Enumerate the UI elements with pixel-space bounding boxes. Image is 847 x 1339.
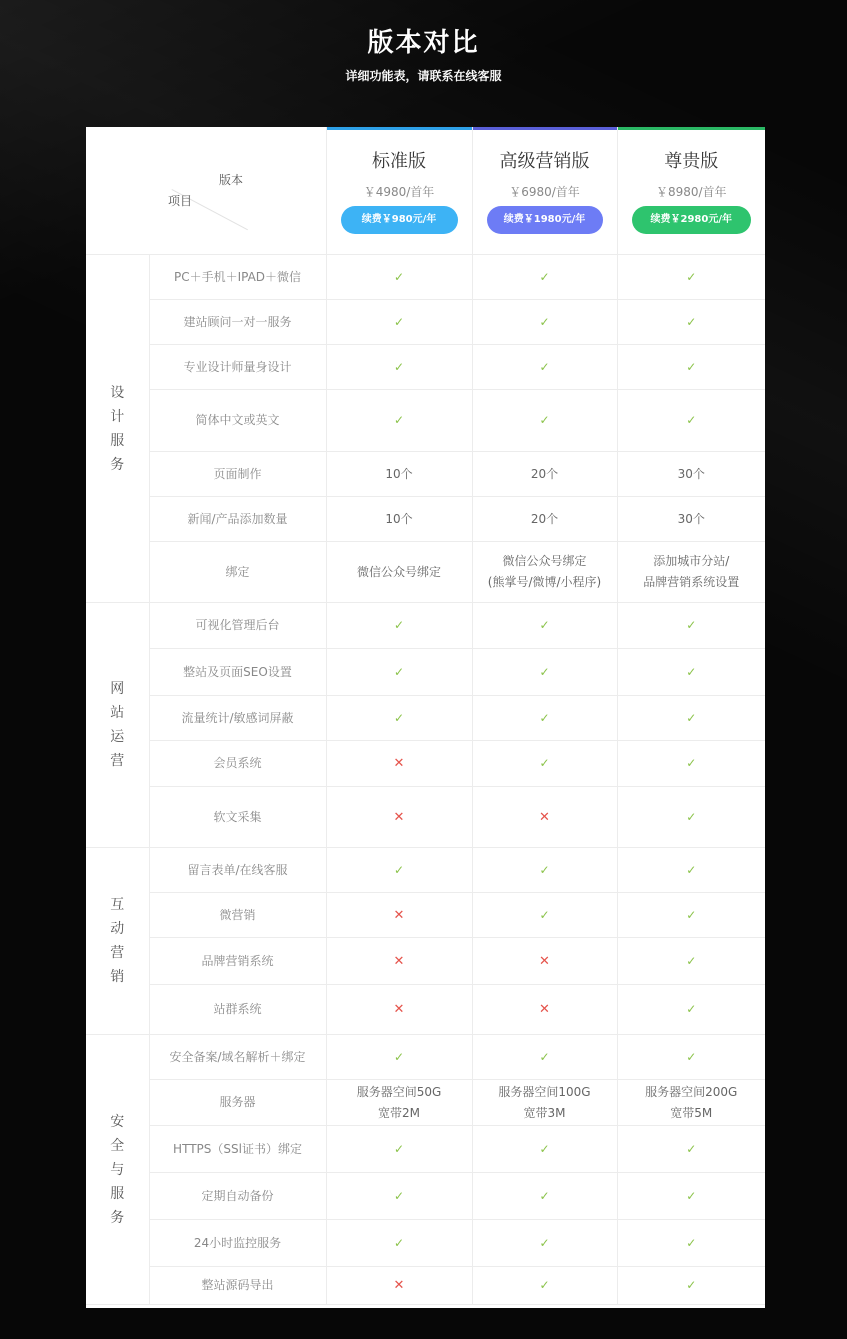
check-icon: ✓ <box>686 359 697 374</box>
check-icon: ✓ <box>539 1188 550 1203</box>
feature-value-cell <box>472 390 617 452</box>
check-icon: ✓ <box>686 1002 697 1016</box>
check-icon: ✓ <box>393 618 405 632</box>
feature-value-cell <box>326 255 472 300</box>
check-icon: ✓ <box>686 907 697 922</box>
feature-value-cell <box>472 938 617 985</box>
feature-label: 可视化管理后台 <box>149 603 326 649</box>
check-icon: ✓ <box>686 1188 697 1203</box>
feature-value-cell <box>472 300 617 345</box>
check-icon: ✓ <box>539 862 550 877</box>
feature-value-cell <box>326 787 472 848</box>
page-title: 版本对比 <box>367 28 480 58</box>
cross-icon: ✕ <box>539 1002 550 1017</box>
check-icon: ✓ <box>539 618 550 632</box>
feature-label: 页面制作 <box>149 452 326 497</box>
feature-value-cell <box>617 893 765 938</box>
feature-value-cell <box>472 1035 617 1080</box>
renew-button[interactable]: 续费￥2980元/年 <box>632 206 752 234</box>
table-row <box>86 848 765 893</box>
feature-value-cell <box>472 985 617 1035</box>
feature-value-cell <box>617 1173 765 1220</box>
table-row <box>86 649 765 696</box>
feature-value-cell <box>472 696 617 741</box>
feature-label: HTTPS（SSl证书）绑定 <box>149 1126 326 1173</box>
feature-value-cell <box>326 1173 472 1220</box>
category-cell <box>86 848 149 1035</box>
plan-name: 标准版 <box>372 151 426 172</box>
feature-value-cell <box>617 1126 765 1173</box>
feature-value-cell <box>472 649 617 696</box>
feature-value-cell <box>617 741 765 787</box>
feature-value: 服务器空间50G 宽带2M <box>326 1080 472 1126</box>
check-icon: ✓ <box>686 953 697 968</box>
table-row <box>86 345 765 390</box>
header-corner-cell <box>86 127 326 255</box>
feature-value-cell <box>326 345 472 390</box>
check-icon: ✓ <box>393 862 405 877</box>
feature-label: 会员系统 <box>149 741 326 787</box>
feature-value-cell <box>617 696 765 741</box>
table-row <box>86 787 765 848</box>
feature-value-cell <box>617 603 765 649</box>
feature-value-cell <box>617 649 765 696</box>
table-row <box>86 696 765 741</box>
check-icon: ✓ <box>686 1049 697 1064</box>
feature-value-cell <box>472 893 617 938</box>
feature-label: 流量统计/敏感词屏蔽 <box>149 696 326 741</box>
feature-label: 整站及页面SEO设置 <box>149 649 326 696</box>
feature-value: 服务器空间200G 宽带5M <box>617 1080 765 1126</box>
table-row <box>86 741 765 787</box>
check-icon: ✓ <box>686 1278 697 1292</box>
check-icon: ✓ <box>539 756 550 770</box>
feature-label: 新闻/产品添加数量 <box>149 497 326 542</box>
category-label: 安全与服务 <box>110 1113 125 1226</box>
plan-price: ￥8980/首年 <box>655 185 727 199</box>
check-icon: ✓ <box>539 1049 550 1064</box>
feature-value-cell <box>472 741 617 787</box>
table-row <box>86 1080 765 1126</box>
check-icon: ✓ <box>686 314 697 329</box>
category-label: 互动营销 <box>110 897 125 985</box>
check-icon: ✓ <box>539 359 550 374</box>
table-row <box>86 1267 765 1305</box>
feature-value-cell <box>326 938 472 985</box>
feature-value-cell <box>617 787 765 848</box>
cross-icon: ✕ <box>539 953 550 969</box>
feature-value: 服务器空间100G 宽带3M <box>472 1080 617 1126</box>
check-icon: ✓ <box>393 269 405 284</box>
check-icon: ✓ <box>686 1235 697 1250</box>
feature-value: 微信公众号绑定 (熊掌号/微博/小程序) <box>472 542 617 603</box>
feature-value-cell <box>617 255 765 300</box>
feature-value-cell <box>617 390 765 452</box>
check-icon: ✓ <box>539 1235 550 1250</box>
feature-value-cell <box>472 603 617 649</box>
feature-label: 软文采集 <box>149 787 326 848</box>
feature-label: 24小时监控服务 <box>149 1220 326 1267</box>
check-icon: ✓ <box>686 664 697 679</box>
check-icon: ✓ <box>686 756 697 770</box>
feature-value-cell <box>326 390 472 452</box>
check-icon: ✓ <box>539 664 550 679</box>
feature-label: 微营销 <box>149 893 326 938</box>
feature-value: 10个 <box>326 452 472 497</box>
plan-name: 高级营销版 <box>499 151 590 172</box>
plan-accent-bar <box>327 127 472 130</box>
plan-accent-bar <box>473 127 617 130</box>
table-row <box>86 603 765 649</box>
feature-value-cell <box>472 787 617 848</box>
plan-column-advanced <box>472 127 617 255</box>
feature-value-cell <box>326 985 472 1035</box>
check-icon: ✓ <box>393 1141 405 1156</box>
check-icon: ✓ <box>539 1141 550 1156</box>
feature-value-cell <box>326 1126 472 1173</box>
feature-value-cell <box>617 1220 765 1267</box>
check-icon: ✓ <box>539 710 550 725</box>
feature-value-cell <box>326 696 472 741</box>
category-cell <box>86 255 149 603</box>
table-row <box>86 452 765 497</box>
check-icon: ✓ <box>686 413 697 427</box>
cross-icon: ✕ <box>393 756 405 771</box>
cross-icon: ✕ <box>393 1002 405 1017</box>
table-row <box>86 985 765 1035</box>
plan-column-premium <box>617 127 765 255</box>
feature-value-cell <box>472 345 617 390</box>
check-icon: ✓ <box>393 413 405 427</box>
feature-value: 30个 <box>617 497 765 542</box>
feature-label: 定期自动备份 <box>149 1173 326 1220</box>
feature-value-cell <box>472 255 617 300</box>
feature-value-cell <box>326 1220 472 1267</box>
feature-value-cell <box>472 1173 617 1220</box>
cross-icon: ✕ <box>393 1278 405 1293</box>
feature-value-cell <box>617 985 765 1035</box>
table-row <box>86 938 765 985</box>
plan-column-standard <box>326 127 472 255</box>
feature-label: 服务器 <box>149 1080 326 1126</box>
renew-button[interactable]: 续费￥1980元/年 <box>487 206 603 234</box>
check-icon: ✓ <box>539 1278 550 1292</box>
feature-label: 安全备案/域名解析＋绑定 <box>149 1035 326 1080</box>
feature-value-cell <box>472 1267 617 1305</box>
feature-value-cell <box>326 1035 472 1080</box>
feature-label: 简体中文或英文 <box>149 390 326 452</box>
feature-value: 添加城市分站/ 品牌营销系统设置 <box>617 542 765 603</box>
table-row <box>86 1220 765 1267</box>
feature-value-cell <box>617 300 765 345</box>
feature-value-cell <box>326 300 472 345</box>
feature-value: 微信公众号绑定 <box>326 542 472 603</box>
feature-value-cell <box>326 741 472 787</box>
item-label: 项目 <box>168 194 193 208</box>
renew-button[interactable]: 续费￥980元/年 <box>341 206 458 234</box>
table-row <box>86 497 765 542</box>
feature-value: 30个 <box>617 452 765 497</box>
table-header-row <box>86 127 765 255</box>
feature-value-cell <box>617 848 765 893</box>
feature-label: 专业设计师量身设计 <box>149 345 326 390</box>
cross-icon: ✕ <box>393 907 405 923</box>
check-icon: ✓ <box>539 314 550 329</box>
check-icon: ✓ <box>686 618 697 632</box>
feature-value-cell <box>617 938 765 985</box>
plan-name: 尊贵版 <box>664 151 719 172</box>
feature-label: 整站源码导出 <box>149 1267 326 1305</box>
feature-value-cell <box>326 603 472 649</box>
feature-label: 留言表单/在线客服 <box>149 848 326 893</box>
category-label: 设计服务 <box>110 384 125 473</box>
plan-price: ￥4980/首年 <box>363 185 435 199</box>
check-icon: ✓ <box>539 413 550 427</box>
feature-value: 20个 <box>472 452 617 497</box>
plan-accent-bar <box>618 127 766 130</box>
check-icon: ✓ <box>686 862 697 877</box>
check-icon: ✓ <box>686 1141 697 1156</box>
check-icon: ✓ <box>539 269 550 284</box>
cross-icon: ✕ <box>539 809 550 825</box>
feature-value-cell <box>326 1267 472 1305</box>
feature-value-cell <box>326 893 472 938</box>
feature-value: 10个 <box>326 497 472 542</box>
feature-value-cell <box>326 649 472 696</box>
feature-label: PC＋手机＋IPAD＋微信 <box>149 255 326 300</box>
feature-value-cell <box>617 345 765 390</box>
category-cell <box>86 1035 149 1305</box>
feature-value-cell <box>326 848 472 893</box>
table-row <box>86 542 765 603</box>
check-icon: ✓ <box>393 359 405 374</box>
feature-value-cell <box>617 1035 765 1080</box>
table-row <box>86 1173 765 1220</box>
comparison-table <box>86 127 765 1308</box>
feature-value-cell <box>472 1126 617 1173</box>
feature-value: 20个 <box>472 497 617 542</box>
feature-label: 站群系统 <box>149 985 326 1035</box>
feature-value-cell <box>617 1267 765 1305</box>
check-icon: ✓ <box>393 1049 405 1064</box>
table-row <box>86 300 765 345</box>
check-icon: ✓ <box>686 809 697 824</box>
check-icon: ✓ <box>393 664 405 679</box>
check-icon: ✓ <box>393 1235 405 1250</box>
table-row <box>86 893 765 938</box>
feature-value-cell <box>472 848 617 893</box>
category-label: 网站运营 <box>110 681 125 769</box>
table-row <box>86 1035 765 1080</box>
table-row <box>86 390 765 452</box>
page-subtitle: 详细功能表，请联系在线客服 <box>345 69 502 83</box>
version-label: 版本 <box>219 173 244 187</box>
feature-label: 品牌营销系统 <box>149 938 326 985</box>
table-row <box>86 1126 765 1173</box>
feature-label: 绑定 <box>149 542 326 603</box>
feature-value-cell <box>472 1220 617 1267</box>
check-icon: ✓ <box>686 269 697 284</box>
check-icon: ✓ <box>393 1188 405 1203</box>
check-icon: ✓ <box>539 907 550 922</box>
feature-label: 建站顾问一对一服务 <box>149 300 326 345</box>
category-cell <box>86 603 149 848</box>
check-icon: ✓ <box>393 710 405 725</box>
check-icon: ✓ <box>686 710 697 725</box>
check-icon: ✓ <box>393 314 405 329</box>
plan-price: ￥6980/首年 <box>509 185 580 199</box>
table-row <box>86 255 765 300</box>
cross-icon: ✕ <box>393 809 405 825</box>
cross-icon: ✕ <box>393 953 405 969</box>
